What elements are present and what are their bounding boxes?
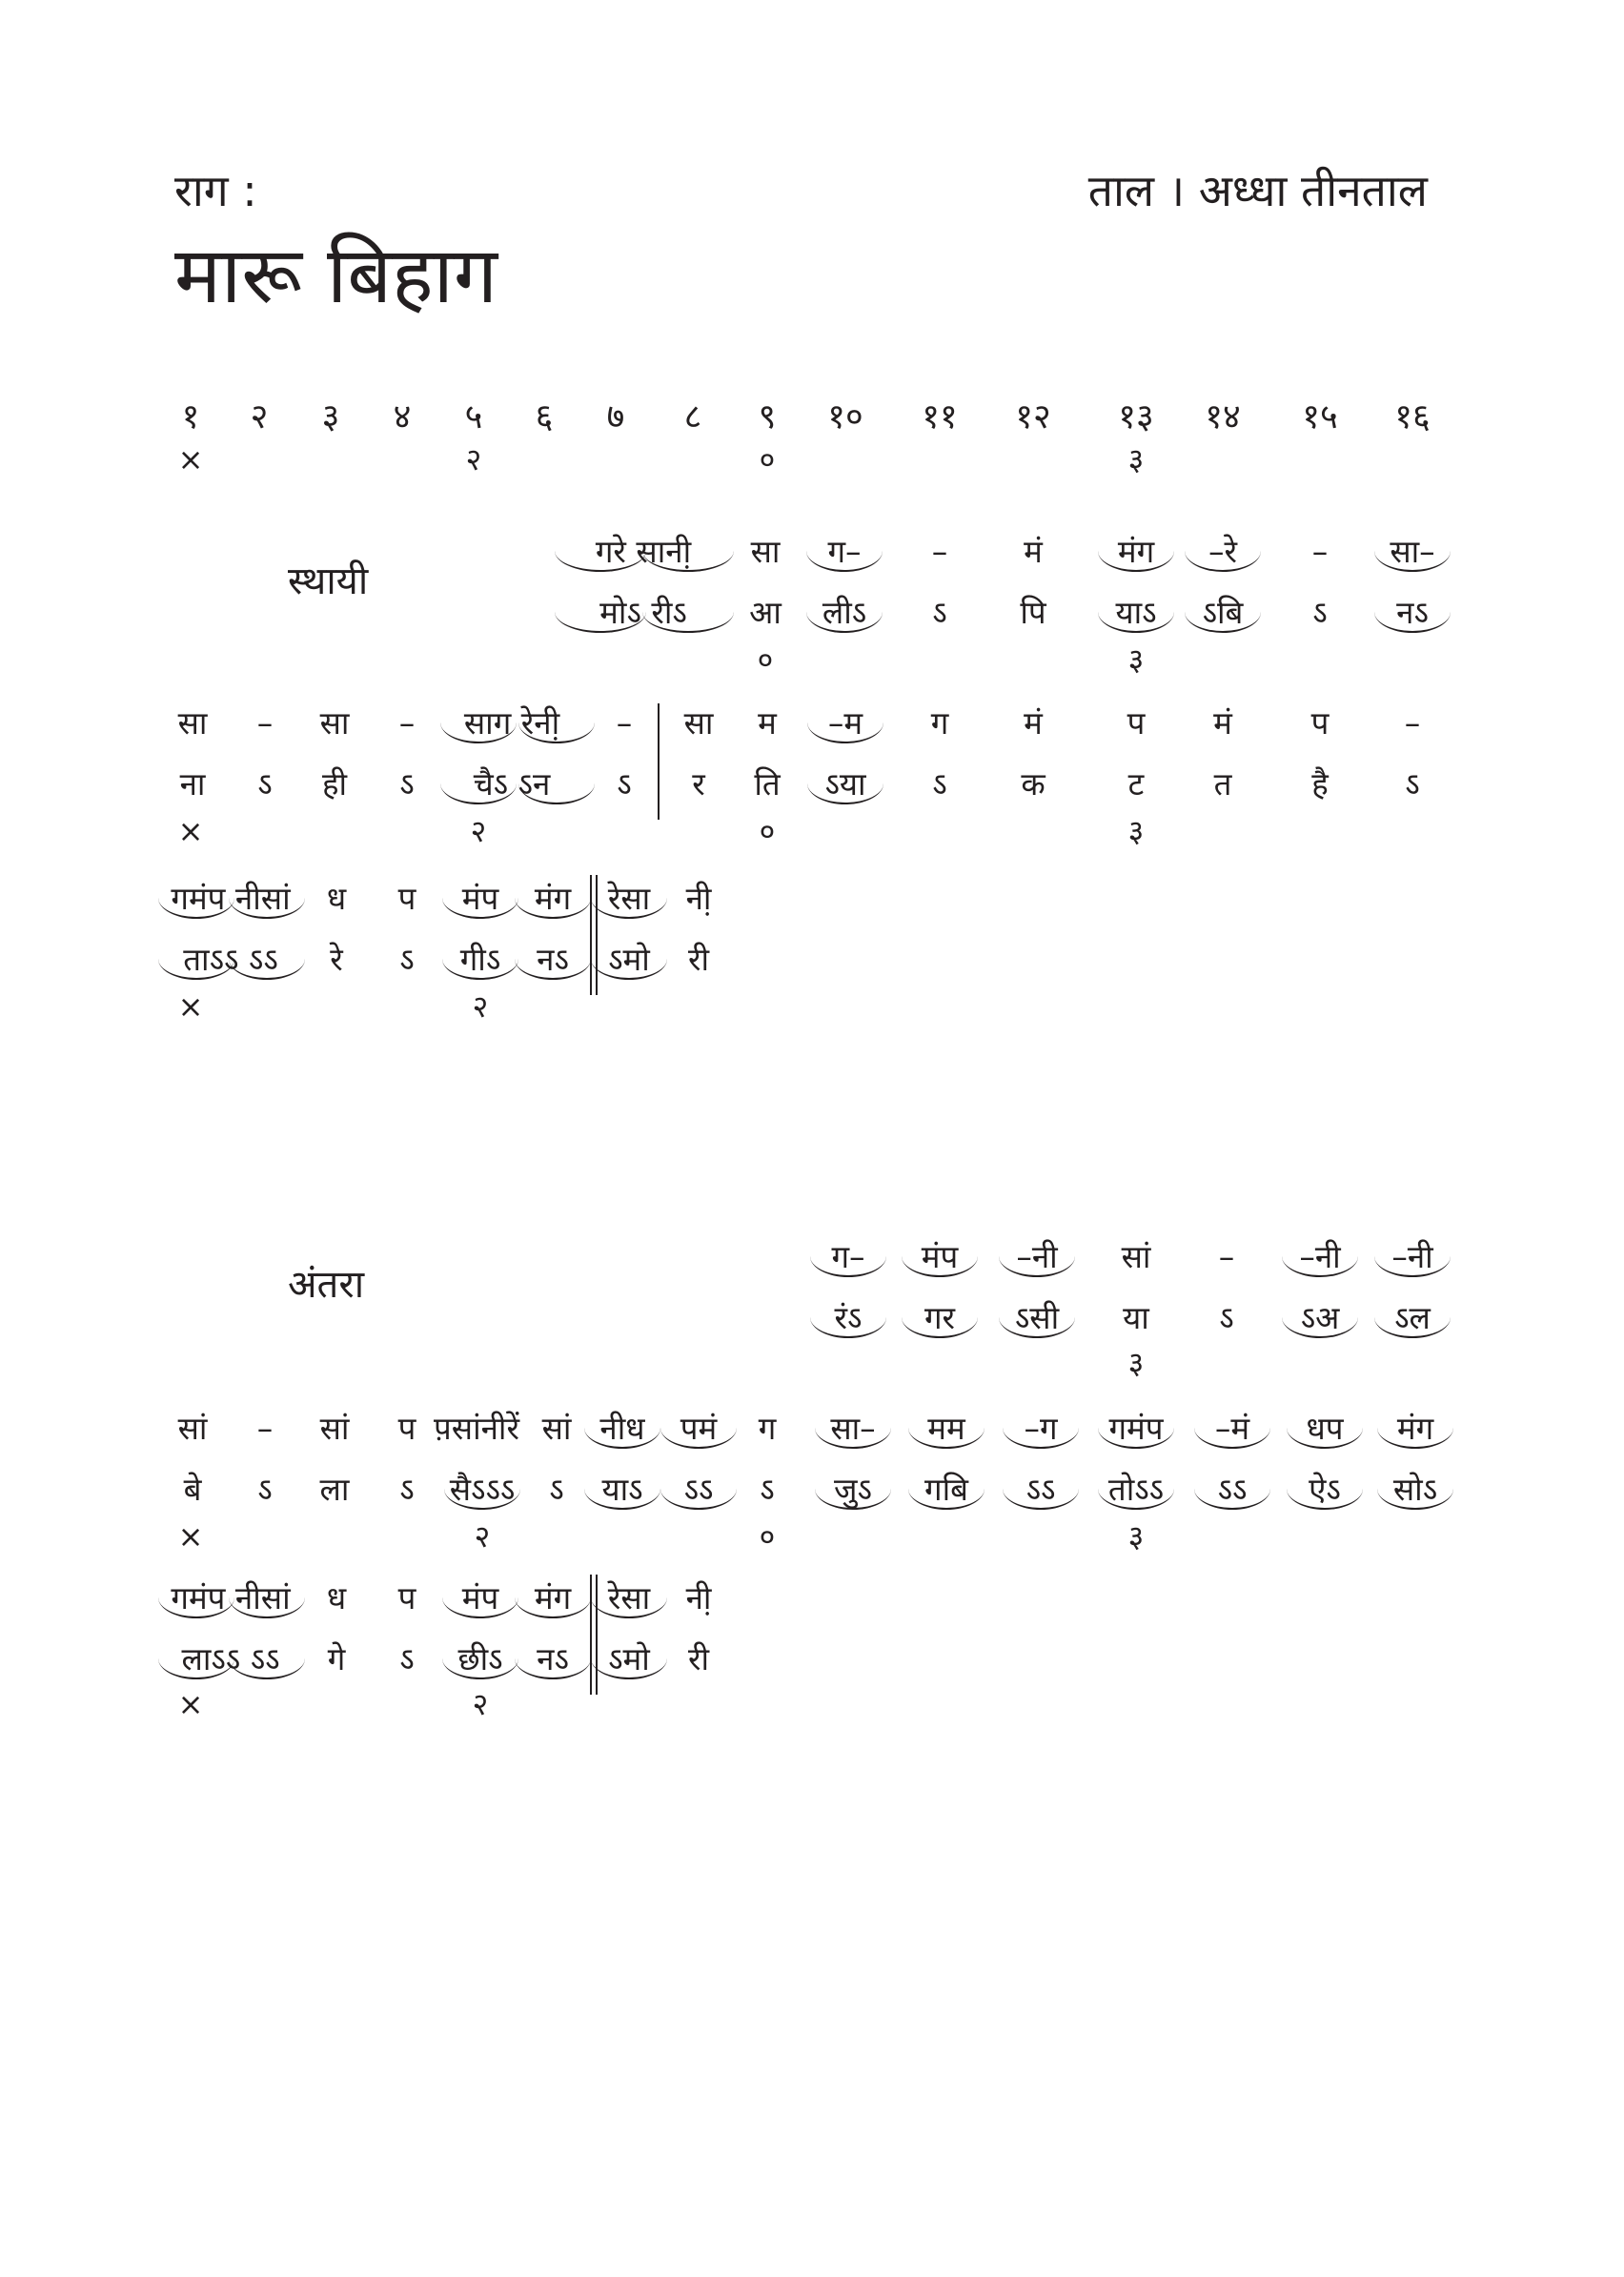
beat-number: ३	[321, 397, 340, 437]
sam-mark: ×	[177, 441, 204, 478]
sam-mark: ×	[177, 1686, 204, 1722]
bol: मोऽ रीऽ	[599, 594, 687, 631]
bol: ऽ	[760, 1471, 775, 1508]
bol: जुऽ	[834, 1471, 872, 1508]
swara: सा	[683, 704, 714, 742]
bol: तोऽऽ	[1107, 1471, 1165, 1508]
slur-mark	[591, 898, 667, 919]
taali-mark: ३	[1127, 441, 1145, 478]
swara: सां	[1121, 1238, 1151, 1275]
beat-number: ४	[393, 397, 412, 437]
sam-mark: ×	[177, 813, 204, 849]
bol: री	[687, 941, 710, 978]
double-bar-line	[590, 875, 592, 995]
slur-mark	[584, 1489, 660, 1510]
slur-mark	[1098, 551, 1174, 572]
swara: –	[1218, 1238, 1235, 1275]
bol: ऽबि	[1202, 594, 1244, 631]
slur-mark	[660, 1489, 737, 1510]
bol: त	[1213, 765, 1232, 803]
bar-line	[658, 703, 660, 820]
slur-mark	[1282, 1317, 1358, 1338]
beat-number: १४	[1205, 397, 1241, 437]
slur-mark	[1287, 1428, 1363, 1449]
swara: मम	[927, 1410, 965, 1447]
swara: रेसा	[607, 880, 651, 917]
beat-number: २	[250, 397, 269, 437]
bol: याऽ	[601, 1471, 643, 1508]
swara: गमंप	[1108, 1410, 1164, 1447]
bol: है	[1311, 765, 1329, 803]
slur-mark	[591, 1597, 667, 1618]
bol: पि	[1020, 594, 1046, 631]
bol: रे	[330, 941, 343, 978]
swara: –रे	[1208, 533, 1237, 570]
taali-mark: ३	[1127, 1345, 1145, 1381]
swara: पमं	[680, 1410, 718, 1447]
slur-mark	[815, 1489, 891, 1510]
slur-mark	[999, 1256, 1075, 1277]
bol: ऽ	[257, 765, 273, 803]
slur-mark	[1194, 1489, 1270, 1510]
taali-mark: २	[470, 813, 487, 849]
swara: मंप	[461, 880, 499, 917]
bol: याऽ	[1115, 594, 1157, 631]
bol: ऽया	[824, 765, 866, 803]
slur-mark	[1287, 1489, 1363, 1510]
slur-mark	[442, 959, 518, 980]
bol: रंऽ	[834, 1299, 863, 1336]
slur-mark	[810, 1317, 886, 1338]
slur-mark	[591, 959, 667, 980]
bol: सैऽऽऽ	[449, 1471, 516, 1508]
bol: ऽ	[932, 765, 947, 803]
beat-number: १६	[1394, 397, 1431, 437]
bol: ऽ	[399, 1471, 415, 1508]
swara: प	[397, 1579, 416, 1616]
bol: ऽसी	[1014, 1299, 1060, 1336]
swara: –	[616, 704, 633, 742]
beat-number: ५	[464, 397, 483, 437]
taali-mark: ३	[1127, 813, 1145, 849]
bol: ऽ	[1219, 1299, 1234, 1336]
swara: –	[1311, 533, 1329, 570]
khali-mark: ०	[757, 641, 774, 678]
swara: ग	[758, 1410, 777, 1447]
swara: –	[398, 704, 416, 742]
bol: ऽ	[399, 941, 415, 978]
slur-mark	[902, 1317, 978, 1338]
antara-label: अंतरा	[288, 1263, 365, 1307]
bol: ति	[754, 765, 781, 803]
slur-mark	[1003, 1428, 1079, 1449]
raga-label: राग :	[174, 165, 257, 216]
swara: गमंप नीसां	[171, 880, 291, 917]
swara: प	[1310, 704, 1330, 742]
beat-number: ८	[683, 397, 702, 437]
bol: सोऽ	[1392, 1471, 1438, 1508]
swara: गरे सानी़	[595, 533, 692, 570]
slur-mark	[807, 783, 883, 804]
swara: प	[397, 1410, 416, 1447]
bol: ऽ	[1312, 594, 1328, 631]
slur-mark	[1374, 1317, 1451, 1338]
bol: ऽमो	[608, 941, 650, 978]
slur-mark	[908, 1428, 985, 1449]
khali-mark: ०	[759, 1518, 776, 1555]
taali-mark: २	[474, 1518, 491, 1555]
swara: मंप	[461, 1579, 499, 1616]
slur-mark	[1185, 612, 1261, 633]
bol: गे	[327, 1640, 346, 1677]
bol: ऽ	[549, 1471, 564, 1508]
swara: सा–	[1390, 533, 1435, 570]
taali-mark: २	[465, 441, 482, 478]
swara: रेसा	[607, 1579, 651, 1616]
swara: ग	[930, 704, 949, 742]
bol: री	[687, 1640, 710, 1677]
swara: –म	[827, 704, 863, 742]
bol: लीऽ	[822, 594, 867, 631]
beat-number: १५	[1302, 397, 1338, 437]
slur-mark	[810, 1256, 886, 1277]
swara: गमंप नीसां	[171, 1579, 291, 1616]
bol: ना	[179, 765, 206, 803]
bol: ऽ	[399, 765, 415, 803]
swara: सा	[319, 704, 350, 742]
double-bar-line	[596, 1575, 598, 1695]
swara: धप	[1306, 1410, 1344, 1447]
bol: गबि	[924, 1471, 968, 1508]
slur-mark	[515, 1597, 591, 1618]
taali-mark: २	[472, 988, 489, 1025]
swara: सां	[541, 1410, 572, 1447]
swara: नी़	[685, 1579, 712, 1616]
slur-mark	[515, 1658, 591, 1679]
bol: ऽ	[1405, 765, 1420, 803]
bol: ऽऽ	[1217, 1471, 1248, 1508]
slur-mark	[999, 1317, 1075, 1338]
swara: नी़	[685, 880, 712, 917]
bol: ऽ	[399, 1640, 415, 1677]
slur-mark	[902, 1256, 978, 1277]
slur-mark	[1282, 1256, 1358, 1277]
swara: –	[1404, 704, 1421, 742]
swara: नीध	[599, 1410, 645, 1447]
bol: ऽ	[257, 1471, 273, 1508]
swara: ग–	[827, 533, 862, 570]
swara: –नी	[1016, 1238, 1058, 1275]
slur-mark	[1374, 1256, 1451, 1277]
swara: प	[1127, 704, 1146, 742]
bol: ट	[1127, 765, 1145, 803]
sam-mark: ×	[177, 1518, 204, 1555]
double-bar-line	[596, 875, 598, 995]
bol: ऽमो	[608, 1640, 650, 1677]
swara: ध	[326, 1579, 347, 1616]
bol: ऽल	[1394, 1299, 1431, 1336]
swara: मंग	[1117, 533, 1155, 570]
bol: ऽऽ	[683, 1471, 714, 1508]
beat-number: ११	[922, 397, 958, 437]
swara: –नी	[1299, 1238, 1341, 1275]
bol: छीऽ	[457, 1640, 503, 1677]
swara: मं	[1213, 704, 1232, 742]
swara: सां	[177, 1410, 208, 1447]
bol: ऐऽ	[1309, 1471, 1341, 1508]
swara: प़सांनीरें	[434, 1410, 519, 1447]
slur-mark	[660, 1428, 737, 1449]
swara: मंग	[534, 880, 572, 917]
swara: मंग	[534, 1579, 572, 1616]
swara: सा	[750, 533, 781, 570]
slur-mark	[591, 1658, 667, 1679]
slur-mark	[442, 1597, 518, 1618]
slur-mark	[515, 898, 591, 919]
swara: मंग	[1396, 1410, 1434, 1447]
swara: मंप	[921, 1238, 959, 1275]
slur-mark	[807, 722, 883, 743]
swara: सां	[319, 1410, 350, 1447]
slur-mark	[1185, 551, 1261, 572]
swara: मं	[1024, 533, 1043, 570]
bol: क	[1021, 765, 1045, 803]
bol: ऽ	[617, 765, 632, 803]
bol: नऽ	[537, 1640, 569, 1677]
swara: ग–	[831, 1238, 865, 1275]
beat-number: १	[181, 397, 200, 437]
khali-mark: ०	[759, 441, 776, 478]
raga-name: मारू बिहाग	[174, 231, 498, 321]
swara: सा–	[830, 1410, 876, 1447]
slur-mark	[442, 1658, 518, 1679]
swara: –ग	[1024, 1410, 1058, 1447]
slur-mark	[908, 1489, 985, 1510]
swara: मं	[1024, 704, 1043, 742]
bol: या	[1123, 1299, 1149, 1336]
swara: –नी	[1391, 1238, 1433, 1275]
slur-mark	[1194, 1428, 1270, 1449]
bol: ऽ	[932, 594, 947, 631]
taali-mark: ३	[1127, 641, 1145, 678]
double-bar-line	[590, 1575, 592, 1695]
bol: नऽ	[537, 941, 569, 978]
slur-mark	[806, 551, 883, 572]
beat-number: ९	[758, 397, 777, 437]
swara: साग रेनी़	[463, 704, 560, 742]
bol: ऽऽ	[1025, 1471, 1056, 1508]
bol: चैऽ ऽन	[473, 765, 551, 803]
bol: र	[692, 765, 705, 803]
beat-number: १२	[1015, 397, 1051, 437]
slur-mark	[584, 1428, 660, 1449]
sam-mark: ×	[177, 988, 204, 1025]
swara: –	[256, 1410, 274, 1447]
bol: लाऽऽ ऽऽ	[181, 1640, 280, 1677]
swara: ध	[326, 880, 347, 917]
slur-mark	[1377, 1489, 1453, 1510]
bol: आ	[749, 594, 782, 631]
swara: –	[931, 533, 948, 570]
taali-mark: ३	[1127, 1518, 1145, 1555]
taal-label: ताल । अध्धा तीनताल	[1087, 165, 1428, 216]
swara: –मं	[1214, 1410, 1250, 1447]
slur-mark	[1377, 1428, 1453, 1449]
swara: प	[397, 880, 416, 917]
beat-number: १०	[827, 397, 863, 437]
slur-mark	[815, 1428, 891, 1449]
slur-mark	[1374, 551, 1451, 572]
beat-number: १३	[1118, 397, 1154, 437]
slur-mark	[1374, 612, 1451, 633]
bol: ऽअ	[1300, 1299, 1340, 1336]
swara: म	[758, 704, 777, 742]
bol: ला	[319, 1471, 350, 1508]
khali-mark: ०	[759, 813, 776, 849]
slur-mark	[442, 898, 518, 919]
slur-mark	[1098, 612, 1174, 633]
swara: –	[256, 704, 274, 742]
bol: बे	[183, 1471, 202, 1508]
bol: गर	[924, 1299, 956, 1336]
bol: गीऽ	[459, 941, 501, 978]
beat-number: ६	[535, 397, 554, 437]
bol: ताऽऽ ऽऽ	[183, 941, 278, 978]
swara: सा	[177, 704, 208, 742]
bol: नऽ	[1396, 594, 1429, 631]
taali-mark: २	[472, 1686, 489, 1722]
sthayi-label: स्थायी	[288, 559, 369, 603]
slur-mark	[806, 612, 883, 633]
slur-mark	[515, 959, 591, 980]
bol: ही	[321, 765, 348, 803]
slur-mark	[1003, 1489, 1079, 1510]
beat-number: ७	[606, 397, 625, 437]
